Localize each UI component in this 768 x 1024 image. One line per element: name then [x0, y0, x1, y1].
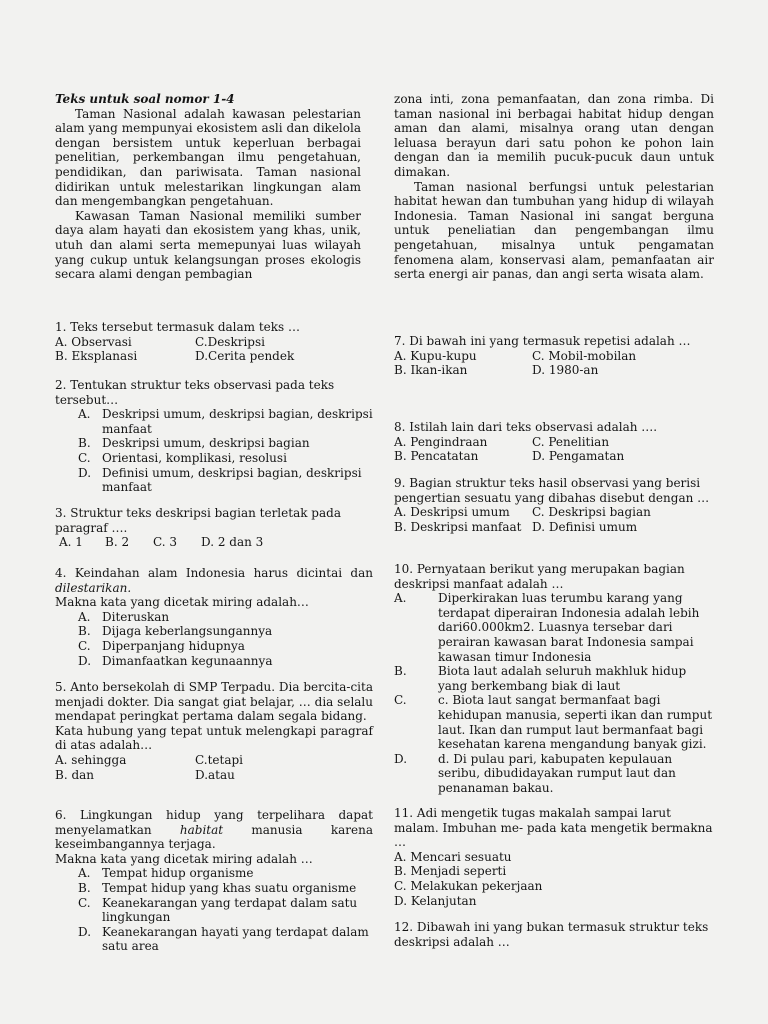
question-stem: 10. Pernyataan berikut yang merupakan bagian deskripsi manfaat adalah … — [394, 562, 685, 591]
option-d[interactable]: D. Kelanjutan — [394, 893, 477, 908]
option-b[interactable]: B. Pencatatan — [394, 449, 479, 464]
option-d[interactable]: D. 2 dan 3 — [201, 535, 264, 550]
option-a[interactable]: A. Deskripsi umum — [394, 505, 510, 520]
option-letter: D. — [78, 924, 92, 939]
passage-paragraph: Taman Nasional adalah kawasan pelestarian alam yang mempunyai ekosistem asli dan dikelola dengan bersistem untuk keperluan berbagai penelitian, perkembangan ilmu pengetahuan, pendidikan, dan pariwisata. Taman nasional didirikan untuk melestarikan lingkungan alam dan mengembangkan pengetahuan. — [55, 106, 361, 209]
option-letter: C. — [394, 693, 407, 708]
question-prompt: Makna kata yang dicetak miring adalah … — [55, 851, 313, 866]
italic-word: habitat — [179, 822, 224, 837]
option-b[interactable]: B. Menjadi seperti — [394, 864, 507, 879]
option-letter: C. — [78, 450, 91, 465]
option-a[interactable]: A. Mencari sesuatu — [394, 849, 512, 864]
option-d[interactable]: D. 1980-an — [532, 363, 599, 378]
option-letter: A. — [78, 609, 91, 624]
question-8 — [394, 420, 714, 464]
question-stem: 5. Anto bersekolah di SMP Terpadu. Dia bercita-cita menjadi dokter. Dia sangat giat belajar, … dia selalu mendapat peringkat pertama dalam segala bidang. — [55, 680, 373, 724]
question-stem: 9. Bagian struktur teks hasil observasi yang berisi pengertian sesuatu yang dibahas disebut dengan … — [394, 476, 710, 505]
option-a[interactable] — [78, 407, 373, 436]
option-b[interactable]: B. 2 — [105, 535, 130, 550]
option-b[interactable]: B. Eksplanasi — [55, 349, 138, 364]
option-b[interactable] — [394, 664, 714, 693]
question-12 — [394, 920, 714, 949]
option-letter: B. — [78, 624, 91, 639]
option-b[interactable]: B. Ikan-ikan — [394, 363, 468, 378]
option-c[interactable]: C.tetapi — [195, 752, 243, 767]
question-3 — [55, 506, 373, 550]
option-c[interactable]: C. Mobil-mobilan — [532, 348, 637, 363]
question-stem: 11. Adi mengetik tugas makalah sampai larut malam. Imbuhan me- pada kata mengetik bermakna … — [394, 806, 713, 850]
question-5 — [55, 680, 373, 782]
question-stem: 7. Di bawah ini yang termasuk repetisi adalah … — [394, 334, 691, 348]
right-column — [394, 92, 714, 949]
question-stem-text: 4. Keindahan alam Indonesia harus dicintai dan — [55, 566, 373, 580]
option-b[interactable] — [78, 624, 373, 639]
option-text: Dimanfaatkan kegunaannya — [102, 653, 273, 668]
question-stem-text: 6. Lingkungan hidup yang terpelihara dapat menyelamatkan — [55, 808, 373, 837]
option-a[interactable] — [394, 591, 714, 664]
option-c[interactable]: C.Deskripsi — [195, 334, 265, 349]
option-letter: A. — [394, 591, 407, 606]
option-text: Tempat hidup organisme — [102, 866, 254, 881]
option-text: Tempat hidup yang khas suatu organisme — [102, 880, 357, 895]
option-c[interactable] — [78, 451, 373, 466]
option-d[interactable] — [78, 925, 373, 954]
option-text: Deskripsi umum, deskripsi bagian, deskripsi manfaat — [102, 407, 373, 436]
option-text: Keanekarangan hayati yang terdapat dalam satu area — [102, 924, 369, 954]
option-c[interactable] — [78, 639, 373, 654]
question-7 — [394, 334, 714, 378]
passage-paragraph: Taman nasional berfungsi untuk pelestarian habitat hewan dan tumbuhan yang hidup di wilayah Indonesia. Taman Nasional ini sangat berguna untuk peneliatian dan pengembangan ilmu pengetahuan, misalnya untuk pengamatan fenomena alam, konservasi alam, pemanfaatan air serta energi air panas, dan angi serta wisata alam. — [394, 179, 714, 282]
option-b[interactable] — [78, 881, 373, 896]
option-text: Deskripsi umum, deskripsi bagian — [102, 436, 310, 451]
option-text: d. Di pulau pari, kabupaten kepulauan seribu, dibudidayakan rumput laut dan penanaman bakau. — [438, 751, 676, 795]
option-letter: B. — [78, 436, 91, 451]
option-a[interactable]: A. 1 — [59, 535, 83, 550]
question-9 — [394, 476, 714, 534]
option-letter: D. — [78, 465, 92, 480]
passage-paragraph: zona inti, zona pemanfaatan, dan zona rimba. Di taman nasional ini berbagai habitat hidup dengan aman dan alami, misalnya orang utan dengan leluasa berayun dari satu pohon ke pohon lain dengan dan ia memilih pucuk-pucuk daun untuk dimakan. — [394, 92, 714, 179]
option-text: Diperpanjang hidupnya — [102, 638, 245, 653]
option-d[interactable]: D. Pengamatan — [532, 449, 625, 464]
option-d[interactable] — [394, 752, 714, 796]
option-text: Diperkirakan luas terumbu karang yang terdapat diperairan Indonesia adalah lebih dari60.000km2. Luasnya tersebar dari perairan kawasan barat Indonesia sampai kawasan timur Indonesia — [438, 591, 700, 664]
option-c[interactable]: C. Melakukan pekerjaan — [394, 878, 543, 893]
option-b[interactable]: B. Deskripsi manfaat — [394, 519, 522, 534]
question-1 — [55, 320, 373, 364]
option-text: Keanekarangan yang terdapat dalam satu lingkungan — [102, 895, 358, 925]
question-stem — [55, 566, 373, 595]
option-letter: C. — [78, 638, 91, 653]
option-a[interactable]: A. Pengindraan — [394, 434, 488, 449]
passage-title: Teks untuk soal nomor 1-4 — [55, 92, 235, 106]
option-d[interactable]: D. Definisi umum — [532, 519, 638, 534]
option-c[interactable]: C. Penelitian — [532, 434, 610, 449]
question-stem-text: 2. Tentukan struktur teks observasi pada teks tersebut… — [55, 378, 335, 407]
option-letter: A. — [78, 407, 91, 422]
left-column — [55, 92, 373, 954]
option-c[interactable] — [394, 693, 714, 751]
option-d[interactable]: D.Cerita pendek — [195, 349, 295, 364]
option-text: Diteruskan — [102, 609, 170, 624]
question-stem: 8. Istilah lain dari teks observasi adalah …. — [394, 420, 658, 434]
option-a[interactable] — [78, 610, 373, 625]
option-text: Orientasi, komplikasi, resolusi — [102, 450, 287, 465]
option-letter: D. — [394, 751, 408, 766]
option-c[interactable] — [78, 896, 373, 925]
question-2 — [55, 378, 373, 495]
option-text: Dijaga keberlangsungannya — [102, 624, 273, 639]
option-a[interactable]: A. Observasi — [55, 334, 132, 349]
option-letter: B. — [394, 664, 407, 679]
question-stem: 12. Dibawah ini yang bukan termasuk struktur teks deskripsi adalah … — [394, 920, 709, 949]
option-text: c. Biota laut sangat bermanfaat bagi kehidupan manusia, seperti ikan dan rumput laut. Ikan dan rumput laut bermanfaat bagi kesehatan karena mengandung banyak gizi. — [438, 693, 713, 752]
option-letter: C. — [78, 895, 91, 910]
option-d[interactable]: D.atau — [195, 767, 235, 782]
option-c[interactable]: C. 3 — [153, 535, 178, 550]
option-text: Biota laut adalah seluruh makhluk hidup yang berkembang biak di laut — [438, 664, 687, 693]
question-4 — [55, 566, 373, 668]
question-stem: 1. Teks tersebut termasuk dalam teks … — [55, 320, 301, 334]
question-prompt: Makna kata yang dicetak miring adalah… — [55, 595, 309, 610]
passage-paragraph: Kawasan Taman Nasional memiliki sumber daya alam hayati dan ekosistem yang khas, unik, utuh dan alami serta memepunyai luas wilayah yang cukup untuk kelangsungan proses ekologis secara alami dengan pembagian — [55, 208, 361, 282]
option-a[interactable] — [78, 866, 373, 881]
option-letter: B. — [78, 880, 91, 895]
option-d[interactable] — [78, 466, 373, 495]
question-stem — [55, 808, 373, 852]
question-11 — [394, 806, 714, 908]
option-text: Definisi umum, deskripsi bagian, deskripsi manfaat — [102, 465, 362, 495]
option-d[interactable] — [78, 654, 373, 669]
question-stem: 3. Struktur teks deskripsi bagian terletak pada paragraf …. — [55, 506, 341, 535]
option-a[interactable]: A. sehingga — [55, 752, 127, 767]
option-b[interactable]: B. dan — [55, 767, 95, 782]
question-prompt: Kata hubung yang tepat untuk melengkapi paragraf di atas adalah… — [55, 723, 373, 753]
italic-word: dilestarikan. — [55, 580, 132, 595]
option-c[interactable]: C. Deskripsi bagian — [532, 505, 651, 520]
question-stem-text: manusia karena keseimbangannya terjaga. — [55, 822, 373, 852]
option-letter: A. — [78, 866, 91, 881]
option-b[interactable] — [78, 436, 373, 451]
option-a[interactable]: A. Kupu-kupu — [394, 348, 477, 363]
question-6 — [55, 808, 373, 954]
option-letter: D. — [78, 653, 92, 668]
question-stem — [55, 378, 373, 407]
question-10 — [394, 562, 714, 796]
